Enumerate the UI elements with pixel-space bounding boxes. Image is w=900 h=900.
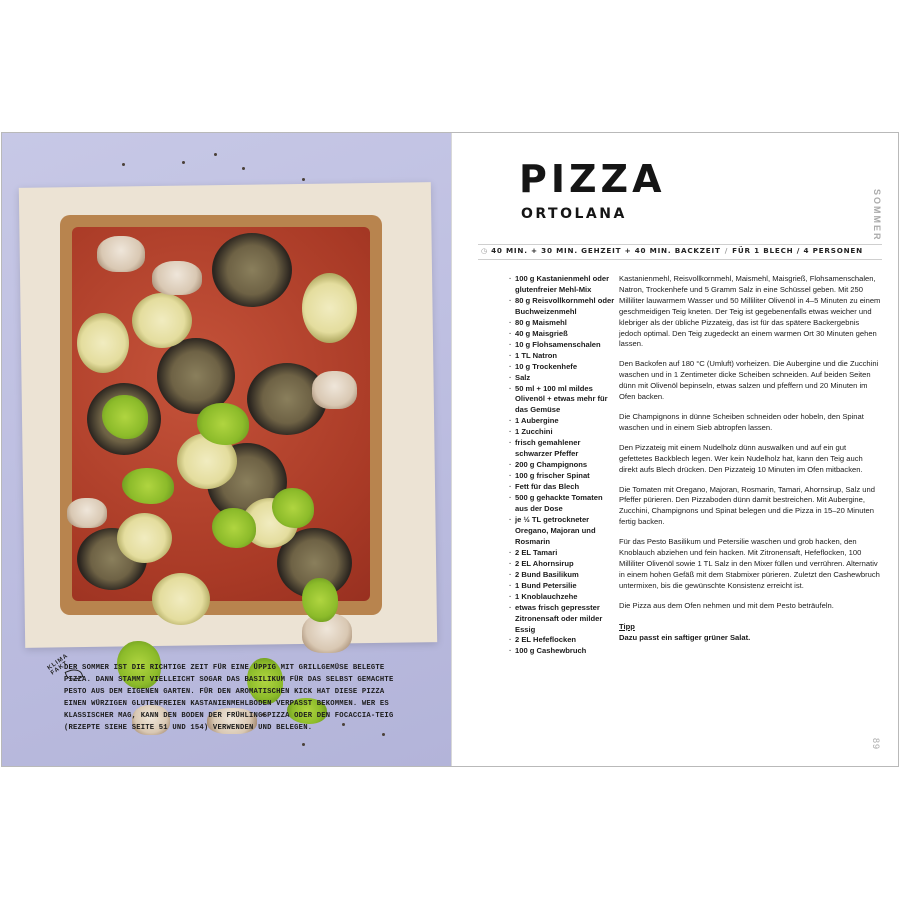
ingredient-item: · 1 Zucchini	[509, 427, 615, 438]
ingredient-item: · 2 EL Ahornsirup	[509, 559, 615, 570]
left-page	[2, 133, 451, 766]
tip-text: Dazu passt ein saftiger grüner Salat.	[619, 632, 751, 642]
ingredient-item: · 1 TL Natron	[509, 351, 615, 362]
ingredient-item: · 40 g Maisgrieß	[509, 329, 615, 340]
crumb	[242, 167, 245, 170]
ingredient-item: · 10 g Flohsamenschalen	[509, 340, 615, 351]
pesto-dollop	[302, 578, 338, 622]
tip-heading: Tipp	[619, 621, 635, 631]
zucchini-slice	[302, 273, 357, 343]
ingredient-list	[509, 274, 615, 657]
crumb	[302, 178, 305, 181]
eggplant-slice	[212, 233, 292, 307]
ingredient-item: · Salz	[509, 373, 615, 384]
method-step: Für das Pesto Basilikum und Petersilie waschen und grob hacken, den Knoblauch abziehen und fein hacken. Mit Zitronensaft, Hefeflocken, 100 Milliliter Olivenöl sowie 1 TL Salz in den Mixer füllen und verrühren. Alternativ in einem hohen Gefäß mit dem Stabmixer pürieren. Zuletzt den Cashewbruch untermixen, bis die gewünschte Konsistenz erreicht ist.	[619, 537, 880, 590]
pesto-dollop	[272, 488, 314, 528]
ingredient-item: · 2 EL Tamari	[509, 548, 615, 559]
clock-icon: ◷	[481, 246, 489, 255]
ingredient-item: · 2 Bund Basilikum	[509, 570, 615, 581]
zucchini-slice	[77, 313, 129, 373]
separator: /	[724, 246, 729, 255]
crumb	[214, 153, 217, 156]
method-steps	[619, 274, 881, 643]
ingredient-item: · Fett für das Blech	[509, 482, 615, 493]
climate-fact-text: DER SOMMER IST DIE RICHTIGE ZEIT FÜR EINE ÜPPIG MIT GRILLGEMÜSE BELEGTE PIZZA. DANN STAMMT VIELLEICHT SOGAR DAS BASILIKUM FÜR DAS SELBST GEMACHTE PESTO AUS DEM EIGENEN GARTEN. FÜR DEN AROMATISCHEN KICK HAT DIESE PIZZA EINEN WÜRZIGEN GLUTENFREIEN KASTANIENMEHLBODEN VERPASST BEKOMMEN. WER ES KLASSISCHER MAG, KANN DEN BODEN DER FRÜHLINGSPIZZA ODER DEN FOCACCIA-TEIG (REZEPTE SIEHE SEITE 51 UND 154) VERWENDEN UND BELEGEN.	[64, 664, 394, 732]
divider	[478, 244, 882, 245]
mushroom-slice	[152, 261, 202, 295]
recipe-servings: FÜR 1 BLECH / 4 PERSONEN	[732, 246, 863, 255]
method-step: Die Tomaten mit Oregano, Majoran, Rosmarin, Tamari, Ahornsirup, Salz und Pfeffer pürieren. Den Pizzaboden dünn damit bestreichen. Mit Aubergine, Zucchini, Champignons und Spinat belegen und die Pizza in 15–20 Minuten fertig backen.	[619, 484, 875, 527]
crumb	[122, 163, 125, 166]
zucchini-slice	[132, 293, 192, 348]
page-number: 89	[871, 738, 881, 751]
section-tag: SOMMER	[872, 189, 882, 242]
crumb	[302, 743, 305, 746]
ingredient-item: · 100 g Cashewbruch	[509, 646, 615, 657]
ingredient-item: · je ½ TL getrockneter Oregano, Majoran und Rosmarin	[509, 515, 615, 548]
method-step: Kastanienmehl, Reisvollkornmehl, Maismehl, Maisgrieß, Flohsamenschalen, Natron, Trockenhefe und 5 Gramm Salz in eine Schüssel geben. Mit 250 Milliliter lauwarmem Wasser und 50 Milliliter Olivenöl in 4–5 Minuten zu einem geschmeidigen Teig kneten. Der Teig ist gegebenenfalls etwas weicher und klebriger als der übliche Pizzateig, das ist für das spätere Backergebnis jedoch optimal. Den Teig zugedeckt an einem warmen Ort 30 Minuten gehen lassen.	[619, 274, 881, 349]
ingredient-item: · 1 Aubergine	[509, 416, 615, 427]
book-spread	[1, 132, 899, 767]
method-step: Die Champignons in dünne Scheiben schneiden oder hobeln, den Spinat waschen und in einem Sieb abtropfen lassen.	[619, 411, 864, 432]
ingredient-item: · 200 g Champignons	[509, 460, 615, 471]
crumb	[182, 161, 185, 164]
ingredient-item: · 10 g Trockenhefe	[509, 362, 615, 373]
pesto-dollop	[197, 403, 249, 445]
method-step: Den Backofen auf 180 °C (Umluft) vorheizen. Die Aubergine und die Zucchini waschen und in 1 Zentimeter dicke Scheiben schneiden. Auf beiden Seiten dünn mit Olivenöl bepinseln, etwas salzen und pfeffern und 20 Minuten im Ofen backen.	[619, 359, 879, 402]
recipe-time: 40 MIN. + 30 MIN. GEHZEIT + 40 MIN. BACKZEIT	[491, 246, 721, 255]
ingredient-item: · etwas frisch gepresster Zitronensaft oder milder Essig	[509, 603, 615, 636]
pesto-dollop	[102, 395, 148, 439]
zucchini-slice	[152, 573, 210, 625]
mushroom-slice	[312, 371, 357, 409]
right-page	[452, 133, 898, 766]
mushroom-slice	[97, 236, 145, 272]
mushroom-slice	[67, 498, 107, 528]
ingredient-item: · 100 g Kastanienmehl oder glutenfreier Mehl-Mix	[509, 274, 615, 296]
pesto-dollop	[212, 508, 256, 548]
ingredient-item: · 500 g gehackte Tomaten aus der Dose	[509, 493, 615, 515]
recipe-subtitle: ORTOLANA	[521, 206, 627, 222]
ingredient-item: · 2 EL Hefeflocken	[509, 635, 615, 646]
ingredient-item: · 80 g Reisvollkornmehl oder Buchweizenmehl	[509, 296, 615, 318]
method-step: Die Pizza aus dem Ofen nehmen und mit dem Pesto beträufeln.	[619, 600, 834, 610]
divider	[478, 259, 882, 260]
method-step: Den Pizzateig mit einem Nudelholz dünn auswalken und auf ein gut gefettetes Backblech legen. Wer kein Nudelholz hat, kann den Teig auch direkt aufs Blech drücken. Den Pizzateig 10 Minuten im Ofen mitbacken.	[619, 442, 863, 474]
ingredient-item: · 50 ml + 100 ml mildes Olivenöl + etwas mehr für das Gemüse	[509, 384, 615, 417]
ingredient-item: · 1 Knoblauchzehe	[509, 592, 615, 603]
recipe-meta	[481, 246, 863, 255]
ingredient-item: · frisch gemahlener schwarzer Pfeffer	[509, 438, 615, 460]
ingredient-item: · 1 Bund Petersilie	[509, 581, 615, 592]
zucchini-slice	[117, 513, 172, 563]
climate-fact-badge-label: KLIMA FAKT	[46, 653, 70, 677]
ingredient-item: · 80 g Maismehl	[509, 318, 615, 329]
ingredient-item: · 100 g frischer Spinat	[509, 471, 615, 482]
recipe-title: PIZZA	[519, 157, 666, 201]
pesto-dollop	[122, 468, 174, 504]
